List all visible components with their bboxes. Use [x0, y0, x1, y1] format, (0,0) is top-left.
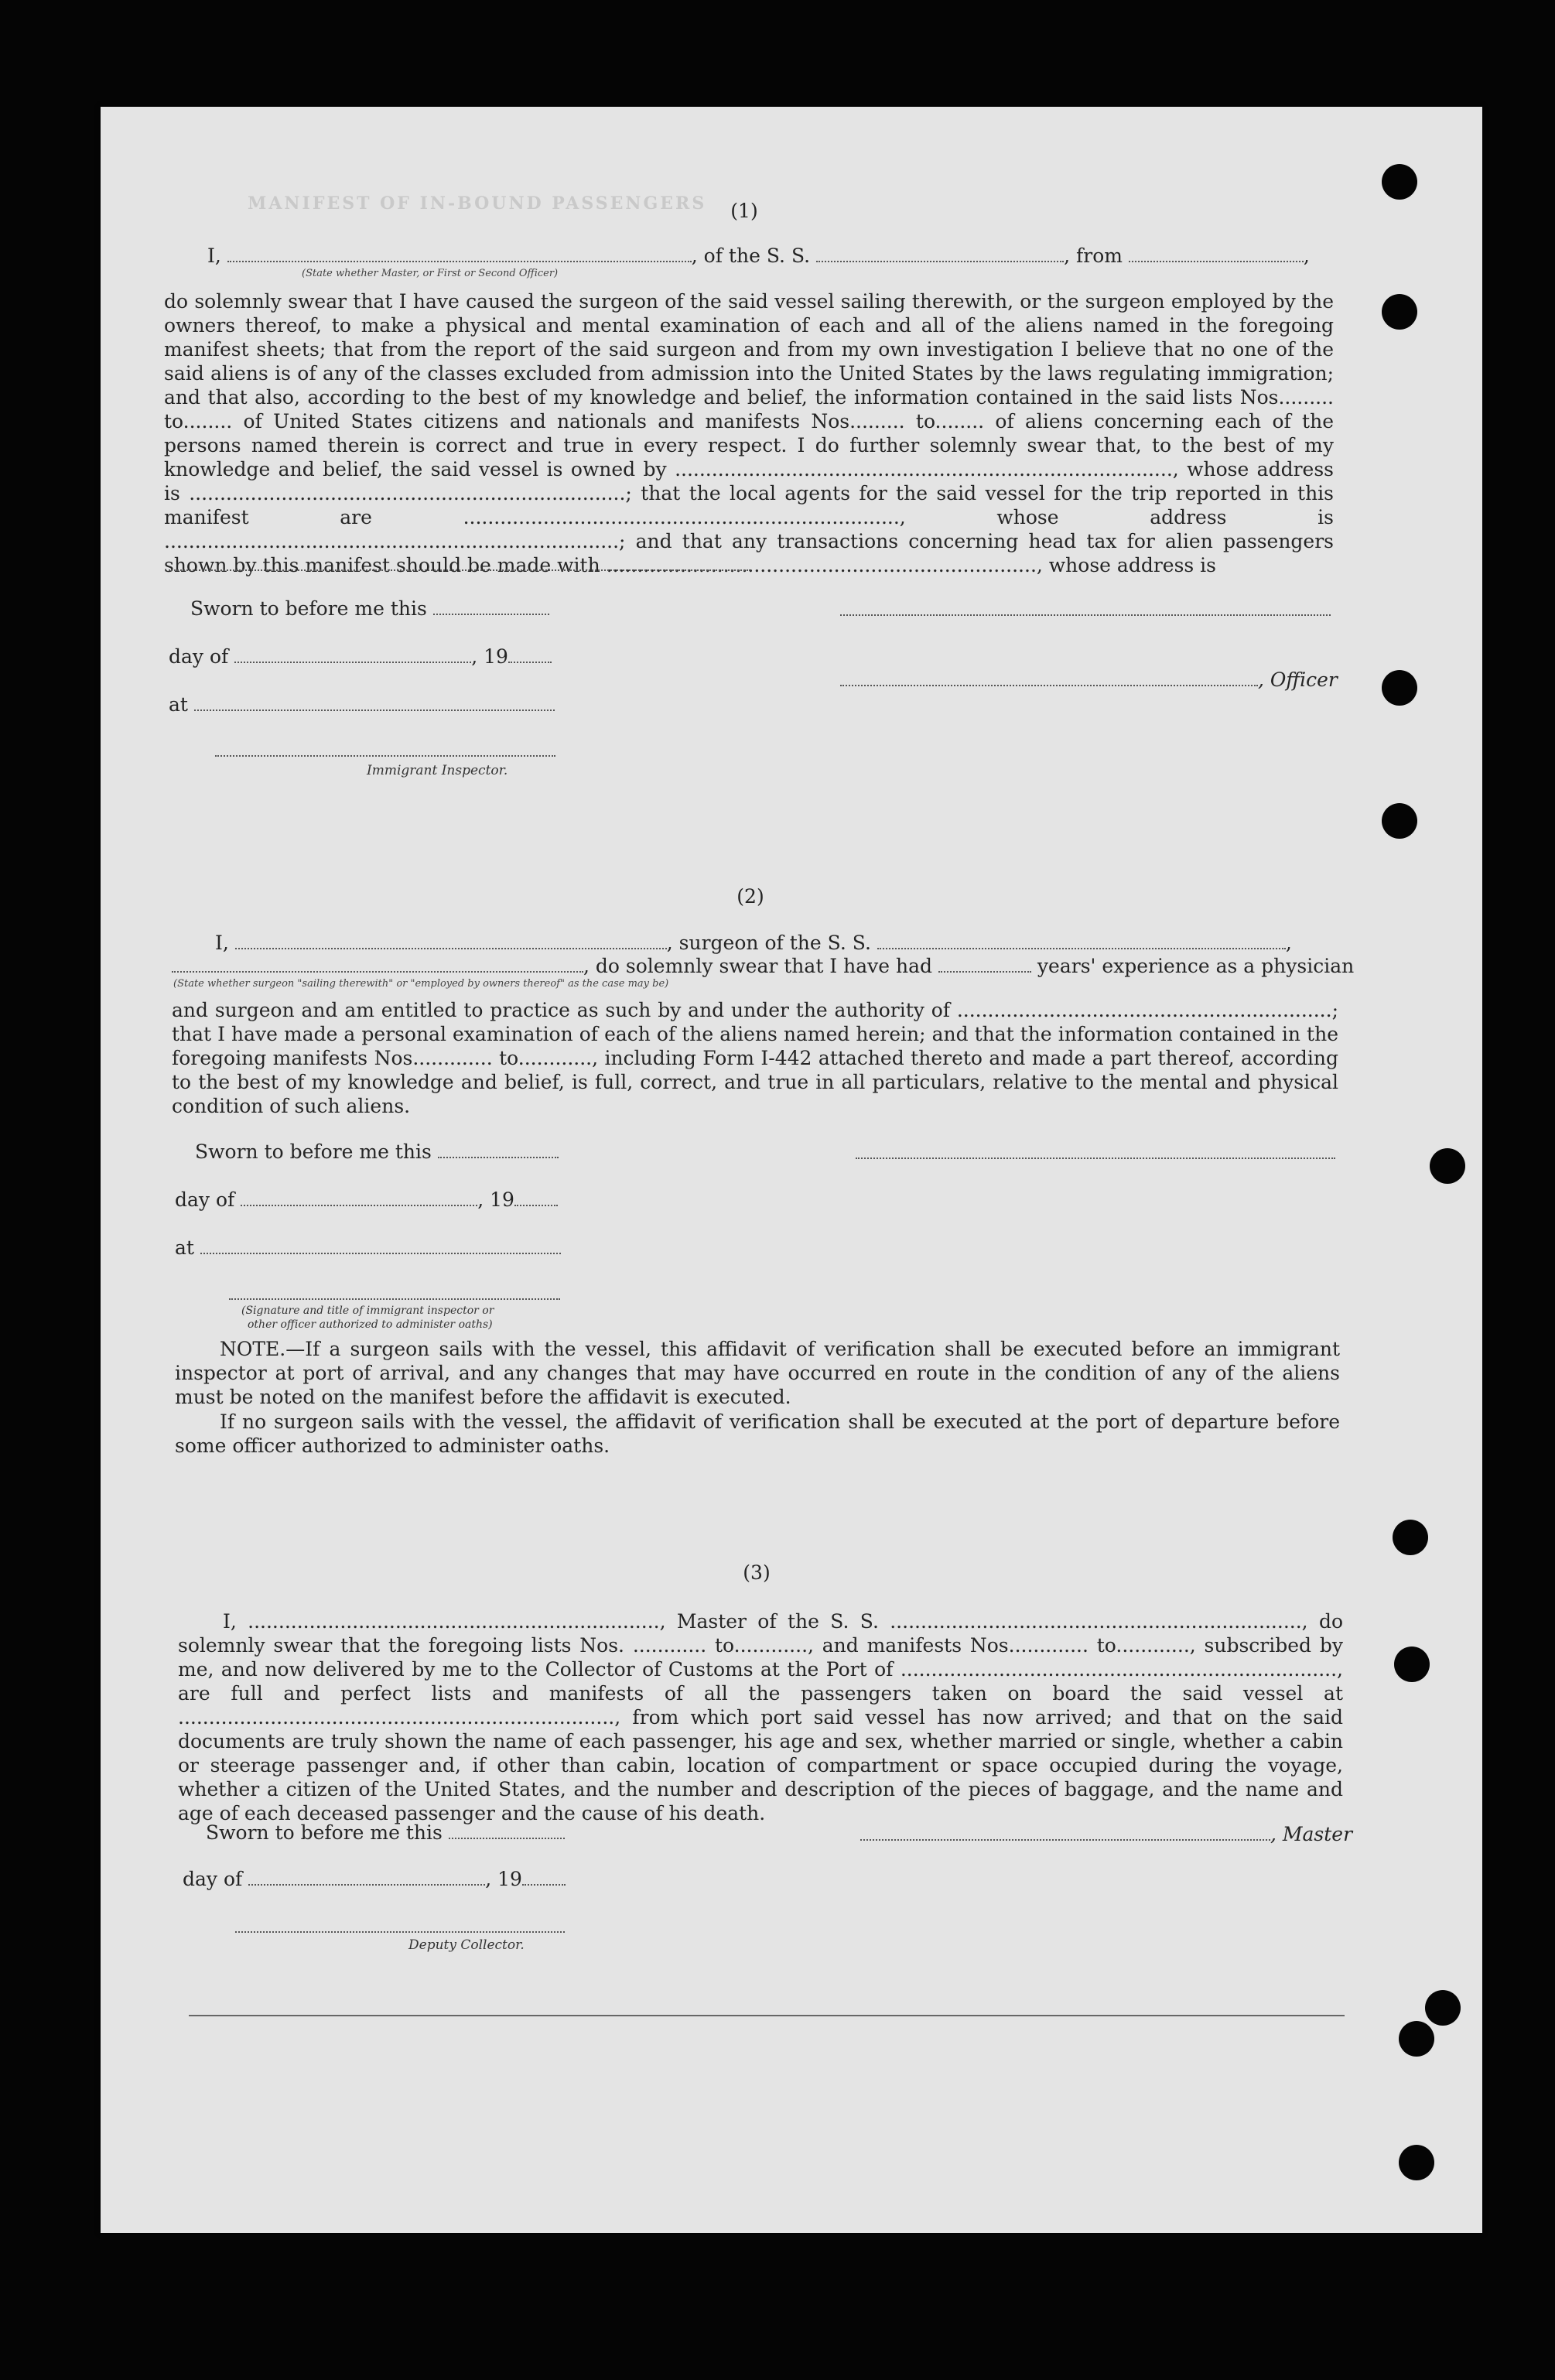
sec1-vessel-label: , of the S. S. — [691, 244, 811, 267]
sec2-years-field[interactable] — [938, 956, 1031, 973]
sec2-surgeon-name-field[interactable] — [235, 932, 667, 949]
sec3-day-line — [183, 1868, 566, 1890]
sec3-collector-signature-line[interactable] — [235, 1931, 565, 1933]
sec2-sig-caption-2: other officer authorized to administer oaths) — [248, 1318, 493, 1331]
sec2-inspector-signature-line[interactable] — [229, 1298, 560, 1300]
sec1-from-field[interactable] — [1129, 245, 1304, 262]
sec3-sworn-date-field[interactable] — [449, 1822, 565, 1839]
sec2-swear-line — [172, 955, 1354, 977]
sec1-officer-signature-line-1[interactable] — [840, 614, 1331, 616]
sec2-at-line — [175, 1236, 561, 1259]
sec3-sworn-label: Sworn to before me this — [206, 1821, 443, 1844]
sec2-sig-caption-1: (Signature and title of immigrant inspector or — [241, 1305, 494, 1317]
punch-hole — [1382, 803, 1417, 839]
sec2-at-label: at — [175, 1236, 194, 1259]
sec1-at-line — [169, 693, 555, 716]
sec3-master-line — [860, 1823, 1352, 1845]
sec2-surgeon-signature-line[interactable] — [856, 1158, 1335, 1159]
sec1-affidavit-text: do solemnly swear that I have caused the surgeon of the said vessel sailing therewith, or the surgeon employed by the owners thereof, to make a physical and mental examination of each and all of the aliens named in the foregoing manifest sheets; that from the report of the said surgeon and from my own investigation I believe that no one of the said aliens is of any of the classes excluded from admission into the United States by the laws regulating immigration; and that also, according to the best of my knowledge and belief, the information contained in the said lists Nos......... to........ of United States citizens and nationals and manifests Nos......... to........ of aliens concerning each of the persons named therein is correct and true in every respect. I do further solemnly swear that, to the best of my knowledge and belief, the said vessel is owned by ................................................................................., whose address is .......................................................................; that the local agents for the said vessel for the trip reported in this manifest are ......................................................................., whose address is ..........................................................................; and that any transactions concerning head tax for alien passengers shown by this manifest should be made with ......................................................................, whose address is — [164, 290, 1334, 576]
punch-hole — [1399, 2145, 1434, 2180]
sec2-status-hint: (State whether surgeon "sailing therewith" or "employed by owners thereof" as the case may be) — [173, 978, 669, 990]
sec1-sworn-label: Sworn to before me this — [190, 597, 427, 620]
section-3-number: (3) — [743, 1561, 771, 1584]
sec1-day-line — [169, 645, 552, 668]
bottom-rule — [189, 2015, 1345, 2016]
sec1-opening-line: I, , of the S. S. , from , — [207, 244, 1310, 267]
sec1-officer-label: , Officer — [1258, 669, 1338, 691]
sec2-note-2: If no surgeon sails with the vessel, the affidavit of verification shall be executed at the port of departure before some officer authorized to administer oaths. — [175, 1411, 1340, 1457]
sec1-officer-hint: (State whether Master, or First or Second Officer) — [302, 268, 559, 279]
sec2-note-1: NOTE.—If a surgeon sails with the vessel, this affidavit of verification shall be executed before an immigrant inspector at port of arrival, and any changes that may have occurred en route in the condition of any of the aliens must be noted on the manifest before the affidavit is executed. — [175, 1338, 1340, 1408]
sec1-year-field[interactable] — [508, 646, 552, 663]
sec3-affidavit-text: I, ..................................................................., Master of the S. S. ..................................................................., do solemnly swear that the foregoing lists Nos. ............ to............, and manifests Nos............. to............, subscribed by me, and now delivered by me to the Collector of Customs at the Port of ......................................................................., are full and perfect lists and manifests of all the passengers taken on board the said vessel at ......................................................................., from which port said vessel has now arrived; and that on the said documents are truly shown the name of each passenger, his age and sex, whether married or single, whether a cabin or steerage passenger and, if other than cabin, location of compartment or space occupied during the voyage, whether a citizen of the United States, and the number and description of the pieces of baggage, and the name and age of each deceased passenger and the cause of his death. — [178, 1610, 1343, 1824]
sec2-at-field[interactable] — [200, 1237, 561, 1254]
sec3-master-signature-field[interactable] — [860, 1824, 1270, 1841]
sec3-sworn-line — [206, 1821, 565, 1844]
sec2-sworn-date-field[interactable] — [438, 1141, 559, 1158]
sec1-day-label: day of — [169, 645, 229, 668]
sec1-officer-name-field[interactable] — [227, 245, 692, 262]
sec1-inspector-signature-line[interactable] — [215, 755, 555, 757]
punch-hole — [1394, 1647, 1430, 1682]
sec2-day-line — [175, 1188, 558, 1211]
sec1-sworn-line — [190, 597, 549, 620]
sec2-day-field[interactable] — [241, 1189, 477, 1206]
sec1-sworn-date-field[interactable] — [433, 598, 549, 615]
punch-hole — [1399, 2021, 1434, 2057]
sec2-affidavit-text: and surgeon and am entitled to practice as such by and under the authority of .............................................................; that I have made a personal examination of each of the aliens named herein; and that the information contained in the foregoing manifests Nos............. to............, including Form I-442 attached thereto and made a part thereof, according to the best of my knowledge and belief, is full, correct, and true in all particulars, relative to the mental and physical condition of such aliens. — [172, 999, 1338, 1117]
sec1-at-label: at — [169, 693, 188, 716]
sec2-years-label: years' experience as a physician — [1037, 955, 1355, 977]
section-2-number: (2) — [736, 885, 764, 908]
punch-hole — [1425, 1990, 1461, 2026]
sec2-vessel-field[interactable] — [877, 932, 1286, 949]
sec1-vessel-field[interactable] — [816, 245, 1064, 262]
punch-hole — [1430, 1148, 1465, 1184]
punch-hole — [1382, 294, 1417, 330]
sec3-year-label: , 19 — [485, 1868, 522, 1890]
sec1-officer-line — [840, 669, 1338, 691]
punch-hole — [1382, 670, 1417, 706]
sec1-at-field[interactable] — [194, 694, 555, 711]
sec1-address-line[interactable] — [169, 569, 750, 571]
punch-hole — [1382, 164, 1417, 200]
sec2-swear-label: , do solemnly swear that I have had — [583, 955, 933, 977]
sec3-year-field[interactable] — [522, 1869, 566, 1886]
sec2-year-field[interactable] — [514, 1189, 558, 1206]
sec2-sworn-label: Sworn to before me this — [195, 1140, 432, 1163]
sec2-status-field[interactable] — [172, 956, 583, 973]
sec1-from-label: , from — [1064, 244, 1123, 267]
sec3-day-label: day of — [183, 1868, 243, 1890]
sec1-year-label: , 19 — [471, 645, 508, 668]
sec2-i: I, — [215, 932, 229, 954]
punch-hole — [1393, 1520, 1428, 1555]
sec3-collector-caption: Deputy Collector. — [408, 1937, 525, 1953]
bleed-through-heading: MANIFEST OF IN-BOUND PASSENGERS — [248, 193, 707, 214]
sec2-day-label: day of — [175, 1188, 235, 1211]
sec1-inspector-caption: Immigrant Inspector. — [367, 763, 508, 778]
sec3-master-label: , Master — [1270, 1823, 1353, 1845]
sec1-i: I, — [207, 244, 221, 267]
sec2-surgeon-label: , surgeon of the S. S. — [666, 932, 871, 954]
sec2-opening-line: I, , surgeon of the S. S. , — [215, 932, 1292, 954]
section-1-number: (1) — [730, 200, 758, 222]
sec1-officer-signature-field[interactable] — [840, 669, 1258, 686]
sec1-day-field[interactable] — [234, 646, 471, 663]
sec2-year-label: , 19 — [477, 1188, 514, 1211]
sec2-sworn-line — [195, 1140, 559, 1163]
sec3-day-field[interactable] — [248, 1869, 485, 1886]
